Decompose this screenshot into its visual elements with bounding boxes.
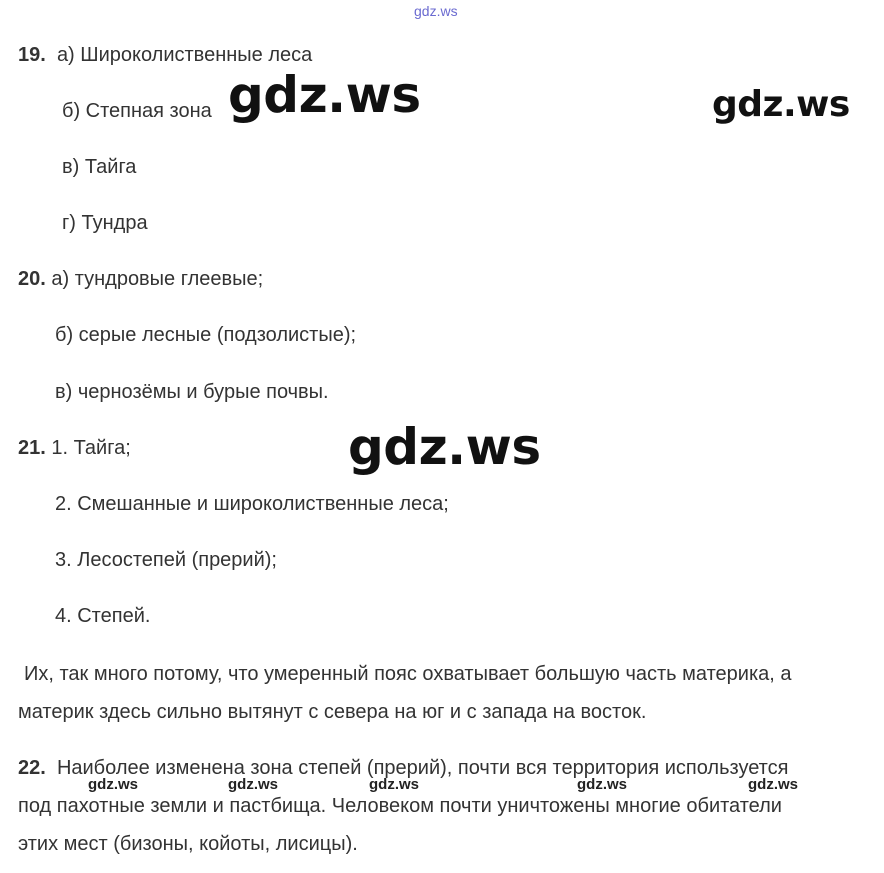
watermark-large-2: gdz.ws [712,84,850,125]
q21-number: 21. [18,437,46,459]
q21-item-1: 1. Тайга; [51,437,131,459]
q21-line-1 [18,436,131,460]
q19-item-b: б) Степная зона [62,100,212,122]
q19-item-a: а) Широколиственные леса [56,44,313,66]
q22-text-1: Наиболее изменена зона степей (прерий), почти вся территория используется [56,757,789,779]
q21-item-4: 4. Степей. [55,605,151,627]
q22-number: 22. [18,757,46,779]
q22-text-3: этих мест (бизоны, койоты, лисицы). [18,833,358,855]
q20-item-b: б) серые лесные (подзолистые); [55,324,357,346]
q20-line-a [18,267,263,291]
q20-item-a: а) тундровые глеевые; [51,268,264,290]
q19-line-a [18,43,312,67]
watermark-small-4: gdz.ws [577,776,628,793]
watermark-large-3: gdz.ws [348,418,541,476]
q21-item-2: 2. Смешанные и широколиственные леса; [55,493,449,515]
q21-explanation-line-1: Их, так много потому, что умеренный пояс охватывает большую часть материка, а [24,663,792,685]
q21-item-3: 3. Лесостепей (прерий); [55,549,277,571]
q19-item-c: в) Тайга [62,156,137,178]
q20-number: 20. [18,268,46,290]
watermark-small-2: gdz.ws [228,776,279,793]
watermark-top: gdz.ws [414,3,458,19]
watermark-small-3: gdz.ws [369,776,420,793]
q21-explanation-line-2: материк здесь сильно вытянут с севера на юг и с запада на восток. [18,701,647,723]
q20-item-c: в) чернозёмы и бурые почвы. [55,381,329,403]
q19-number: 19. [18,44,46,66]
q22-text-2: под пахотные земли и пастбища. Человеком почти уничтожены многие обитатели [18,795,782,817]
q19-item-d: г) Тундра [62,212,148,234]
watermark-small-5: gdz.ws [748,776,799,793]
watermark-large-1: gdz.ws [228,66,421,124]
watermark-small-1: gdz.ws [88,776,139,793]
